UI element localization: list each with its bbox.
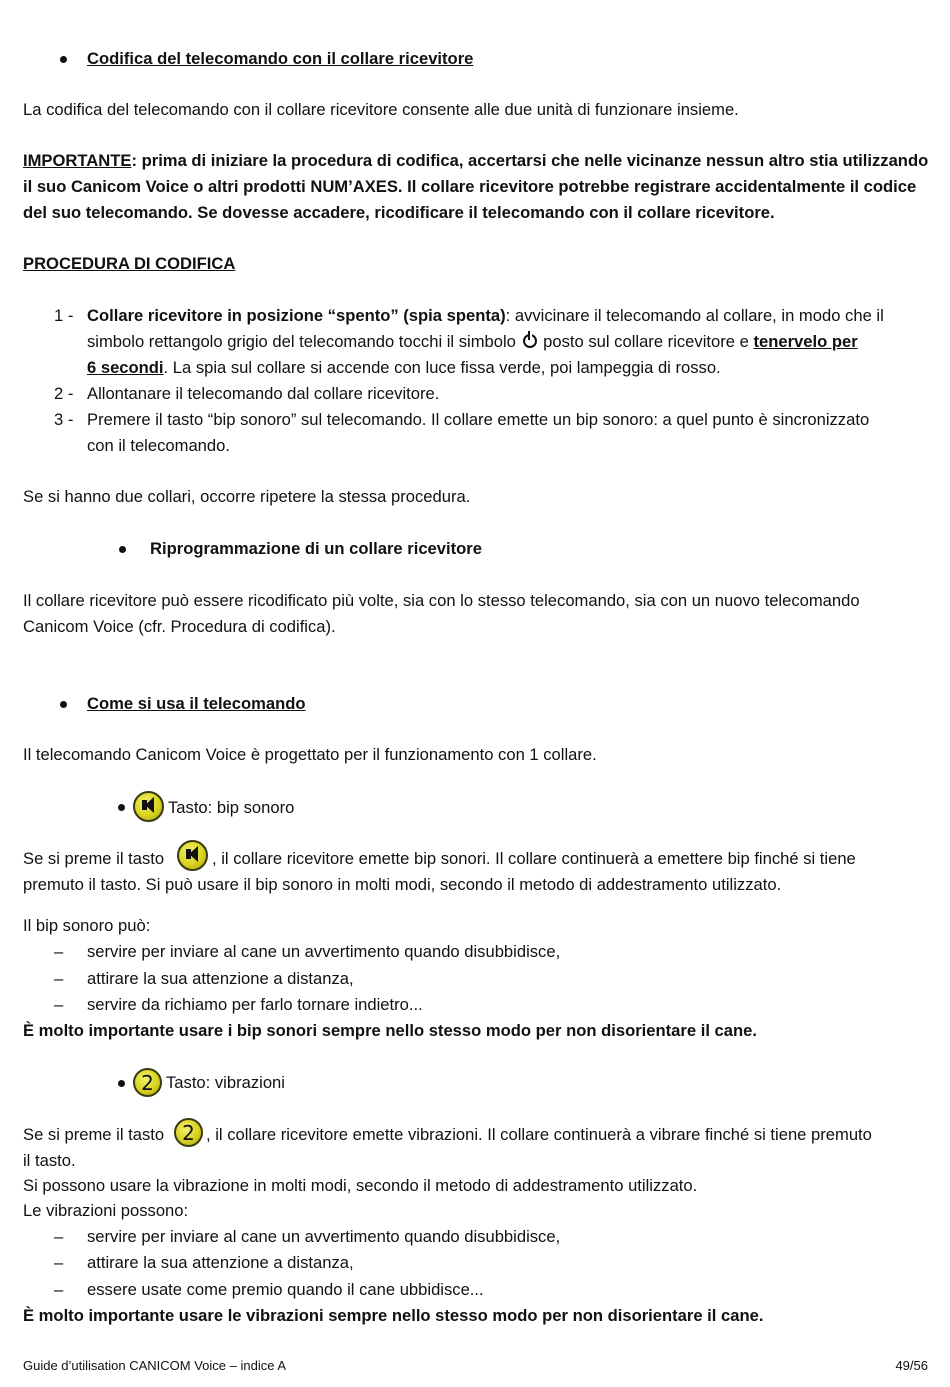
vibration-list-item: essere usate come premio quando il cane ubbidisce... [87,1280,484,1299]
beep-paragraph-line-2: premuto il tasto. Si può usare il bip sonoro in molti modi, secondo il metodo di addestramento utilizzato. [23,875,782,894]
vibration-paragraph-line-3: Si possono usare la vibrazione in molti modi, secondo il metodo di addestramento utilizzato. [23,1176,698,1195]
number-two-label: 2 [182,1121,195,1145]
step-3-line-1: Premere il tasto “bip sonoro” sul telecomando. Il collare emette un bip sonoro: a quel punto è sincronizzato [87,410,870,429]
bullet [118,804,125,811]
beep-paragraph-line-1: Se si preme il tasto [23,849,165,868]
number-two-icon [133,1068,162,1097]
number-two-label: 2 [141,1071,154,1095]
step-1-text: simbolo rettangolo grigio del telecomando tocchi il simbolo [87,332,516,351]
bullet [60,701,67,708]
list-dash: – [54,1280,64,1299]
footer-left: Guide d’utilisation CANICOM Voice – indice A [23,1358,287,1373]
number-two-icon [174,1118,203,1147]
section-heading-reprogramming: Riprogrammazione di un collare ricevitore [150,539,482,558]
two-collars-note: Se si hanno due collari, occorre ripetere la stessa procedura. [23,487,471,506]
section-heading-coding: Codifica del telecomando con il collare ricevitore [87,49,474,68]
bullet [60,56,67,63]
procedure-title: PROCEDURA DI CODIFICA [23,254,236,273]
step-2-text: Allontanare il telecomando dal collare ricevitore. [87,384,440,403]
list-dash: – [54,995,64,1014]
speaker-icon [177,840,208,871]
bullet [118,1080,125,1087]
list-dash: – [54,969,64,988]
beep-list-item: attirare la sua attenzione a distanza, [87,969,354,988]
step-1-line-3 [87,355,721,381]
list-dash: – [54,1253,64,1272]
important-label: IMPORTANTE [23,151,132,170]
step-1-line-2 [87,329,858,355]
step-2-number: 2 - [54,384,74,403]
beep-list-intro: Il bip sonoro può: [23,916,151,935]
beep-paragraph-line-1-cont: , il collare ricevitore emette bip sonori. Il collare continuerà a emettere bip finché si tiene [212,849,856,868]
important-line-2: il suo Canicom Voice o altri prodotti NUM’AXES. Il collare ricevitore potrebbe registrare accidentalmente il codice [23,177,917,196]
beep-key-label: Tasto: bip sonoro [168,798,295,817]
vibration-paragraph-line-1-cont: , il collare ricevitore emette vibrazioni. Il collare continuerà a vibrare finché si tiene premuto [206,1125,872,1144]
list-dash: – [54,942,64,961]
vibration-key-label: Tasto: vibrazioni [166,1073,285,1092]
step-1-number: 1 - [54,306,74,325]
reprogramming-line-1: Il collare ricevitore può essere ricodificato più volte, sia con lo stesso telecomando, sia con un nuovo telecomando [23,591,860,610]
important-line-1 [23,148,928,174]
power-icon [523,334,537,348]
beep-warning: È molto importante usare i bip sonori sempre nello stesso modo per non disorientare il cane. [23,1021,757,1040]
usage-intro: Il telecomando Canicom Voice è progettato per il funzionamento con 1 collare. [23,745,597,764]
step-3-line-2: con il telecomando. [87,436,230,455]
speaker-icon [133,791,164,822]
step-3-number: 3 - [54,410,74,429]
vibration-list-intro: Le vibrazioni possono: [23,1201,189,1220]
step-1-bold: Collare ricevitore in posizione “spento” (spia spenta) [87,306,506,325]
section-heading-usage: Come si usa il telecomando [87,694,306,713]
coding-intro: La codifica del telecomando con il collare ricevitore consente alle due unità di funzionare insieme. [23,100,739,119]
vibration-list-item: servire per inviare al cane un avvertimento quando disubbidisce, [87,1227,561,1246]
important-text: : prima di iniziare la procedura di codifica, accertarsi che nelle vicinanze nessun altro stia utilizzando [131,151,929,170]
vibration-paragraph-line-1: Se si preme il tasto [23,1125,165,1144]
step-1-text: . La spia sul collare si accende con luce fissa verde, poi lampeggia di rosso. [163,358,721,377]
step-1-emphasis: tenervelo per [753,332,858,351]
vibration-paragraph-line-2: il tasto. [23,1151,76,1170]
important-line-3: del suo telecomando. Se dovesse accadere, ricodificare il telecomando con il collare ricevitore. [23,203,775,222]
step-1-line-1 [87,303,884,329]
vibration-warning: È molto importante usare le vibrazioni sempre nello stesso modo per non disorientare il cane. [23,1306,764,1325]
vibration-list-item: attirare la sua attenzione a distanza, [87,1253,354,1272]
page-number: 49/56 [895,1358,928,1373]
step-1-rest: : avvicinare il telecomando al collare, in modo che il [505,306,884,325]
beep-list-item: servire per inviare al cane un avvertimento quando disubbidisce, [87,942,561,961]
reprogramming-line-2: Canicom Voice (cfr. Procedura di codifica). [23,617,336,636]
bullet [119,546,126,553]
beep-list-item: servire da richiamo per farlo tornare indietro... [87,995,423,1014]
step-1-emphasis: 6 secondi [87,358,164,377]
list-dash: – [54,1227,64,1246]
step-1-text: posto sul collare ricevitore e [543,332,749,351]
